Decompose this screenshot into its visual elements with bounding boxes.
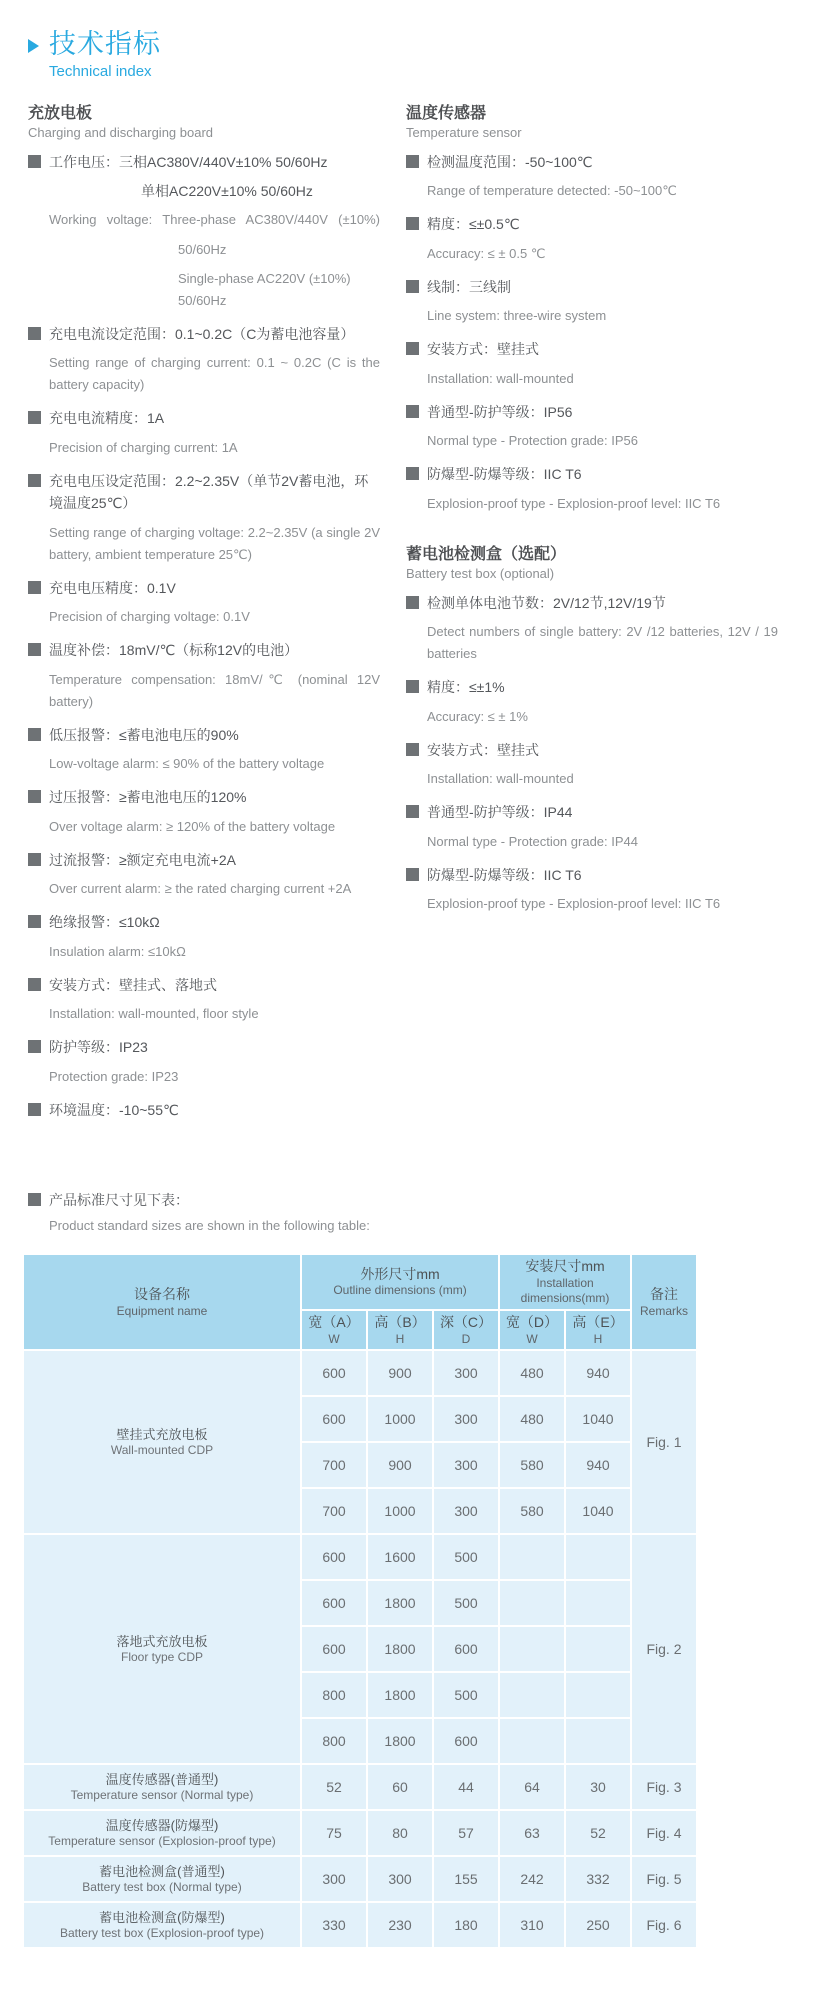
- dim-cell: 700: [301, 1488, 367, 1534]
- remark-cell: Fig. 3: [631, 1764, 697, 1810]
- spec-text-en: Accuracy: ≤ ± 1%: [427, 708, 528, 724]
- dim-cell: 300: [433, 1442, 499, 1488]
- dim-cell: 1800: [367, 1672, 433, 1718]
- spec-item: [406, 592, 778, 666]
- spec-item: [28, 849, 380, 900]
- section-subtitle: Charging and discharging board: [28, 124, 214, 140]
- dim-cell: 300: [433, 1350, 499, 1396]
- dim-cell: [565, 1534, 631, 1580]
- dim-cell: 52: [565, 1810, 631, 1856]
- spec-text-en: Line system: three-wire system: [427, 308, 607, 324]
- spec-item: [28, 407, 380, 458]
- table-row: [23, 1902, 697, 1948]
- spec-item: [28, 639, 380, 713]
- spec-text-zh: 普通型-防护等级：IP44: [427, 804, 573, 821]
- dim-cell: 300: [433, 1396, 499, 1442]
- dim-cell: 1000: [367, 1488, 433, 1534]
- dim-cell: 230: [367, 1902, 433, 1948]
- dim-cell: 1600: [367, 1534, 433, 1580]
- dim-cell: 250: [565, 1902, 631, 1948]
- dim-cell: [499, 1626, 565, 1672]
- spec-text-en: Installation: wall-mounted: [427, 370, 574, 386]
- spec-text-en: Temperature compensation: 18mV/℃ (nominal 12V battery): [49, 671, 380, 709]
- spec-text-zh: 防爆型-防爆等级：IIC T6: [427, 466, 582, 483]
- spec-text-zh: 检测单体电池节数：2V/12节,12V/19节: [427, 594, 666, 611]
- spec-text-zh: 安装方式：壁挂式: [427, 741, 539, 758]
- dim-cell: 500: [433, 1580, 499, 1626]
- spec-item: [28, 974, 380, 1025]
- spec-item: [406, 276, 778, 327]
- dim-cell: 580: [499, 1442, 565, 1488]
- spec-text-en: Explosion-proof type - Explosion-proof level: IIC T6: [427, 495, 721, 511]
- dim-cell: 800: [301, 1672, 367, 1718]
- dim-cell: 52: [301, 1764, 367, 1810]
- table-row: [23, 1764, 697, 1810]
- header-depth-c: 深（C） D: [433, 1310, 499, 1350]
- table-note-zh: 产品标准尺寸见下表：: [49, 1192, 189, 1209]
- spec-text-zh: 环境温度：-10~55℃: [49, 1101, 179, 1118]
- spec-item: [28, 724, 380, 775]
- dim-cell: 580: [499, 1488, 565, 1534]
- spec-text-en: Working voltage: Three-phase AC380V/440V (±10%): [49, 212, 380, 228]
- table-row: [23, 1350, 697, 1396]
- equipment-name-cell: 落地式充放电板 Floor type CDP: [23, 1534, 301, 1764]
- bullet-square-icon: [28, 155, 41, 168]
- spec-text-en: Detect numbers of single battery: 2V /12 batteries, 12V / 19 batteries: [427, 623, 778, 662]
- size-table: [22, 1253, 698, 1950]
- dim-cell: 1040: [565, 1488, 631, 1534]
- table-row: [23, 1810, 697, 1856]
- bullet-square-icon: [28, 581, 41, 594]
- dim-cell: 600: [301, 1534, 367, 1580]
- table-note-en: Product standard sizes are shown in the following table:: [49, 1217, 370, 1233]
- bullet-square-icon: [406, 155, 419, 168]
- dim-cell: 332: [565, 1856, 631, 1902]
- dim-cell: 64: [499, 1764, 565, 1810]
- bullet-square-icon: [28, 1193, 41, 1206]
- spec-text-zh: 低压报警：≤蓄电池电压的90%: [49, 726, 239, 743]
- dim-cell: 1800: [367, 1718, 433, 1764]
- dim-cell: 242: [499, 1856, 565, 1902]
- spec-text-zh2: 单相AC220V±10% 50/60Hz: [141, 183, 313, 200]
- equipment-name-cell: 温度传感器(防爆型) Temperature sensor (Explosion-proof type): [23, 1810, 301, 1856]
- header-equipment-zh: 设备名称: [134, 1285, 190, 1302]
- spec-text-zh: 精度：≤±0.5℃: [427, 216, 520, 233]
- spec-text-zh: 过流报警：≥额定充电电流+2A: [49, 851, 236, 868]
- dim-cell: 940: [565, 1350, 631, 1396]
- page-subtitle: Technical index: [49, 62, 152, 80]
- header-remarks: [631, 1254, 697, 1351]
- dim-cell: 1000: [367, 1396, 433, 1442]
- header-outline-dimensions: [301, 1254, 499, 1310]
- bullet-square-icon: [406, 743, 419, 756]
- bullet-square-icon: [406, 868, 419, 881]
- dim-cell: 30: [565, 1764, 631, 1810]
- spec-text-en: Normal type - Protection grade: IP56: [427, 433, 638, 449]
- spec-text-zh: 安装方式：壁挂式、落地式: [49, 976, 217, 993]
- dim-cell: [565, 1672, 631, 1718]
- dim-cell: 300: [301, 1856, 367, 1902]
- spec-text-en: Low-voltage alarm: ≤ 90% of the battery voltage: [49, 756, 325, 772]
- spec-item: [28, 1099, 380, 1121]
- dim-cell: [565, 1718, 631, 1764]
- spec-item: [406, 401, 778, 452]
- bullet-square-icon: [406, 596, 419, 609]
- dim-cell: 800: [301, 1718, 367, 1764]
- spec-item: [406, 676, 778, 727]
- dim-cell: 1040: [565, 1396, 631, 1442]
- dim-cell: 900: [367, 1350, 433, 1396]
- dim-cell: 480: [499, 1350, 565, 1396]
- header-width-a: 宽（A） W: [301, 1310, 367, 1350]
- equipment-name-cell: 蓄电池检测盒(普通型) Battery test box (Normal type): [23, 1856, 301, 1902]
- section-subtitle: Battery test box (optional): [406, 565, 555, 581]
- dim-cell: 300: [433, 1488, 499, 1534]
- remark-cell: Fig. 4: [631, 1810, 697, 1856]
- spec-item: [28, 786, 380, 837]
- spec-item: [406, 801, 778, 852]
- bullet-square-icon: [28, 411, 41, 424]
- spec-item: [406, 213, 778, 264]
- header-install-en: Installation dimensions(mm): [520, 1275, 610, 1306]
- header-installation-dimensions: [499, 1254, 631, 1310]
- bullet-square-icon: [406, 805, 419, 818]
- spec-text-en: 50/60Hz: [178, 241, 227, 257]
- header-equipment-en: Equipment name: [116, 1303, 208, 1318]
- header-install-zh: 安装尺寸mm: [525, 1257, 605, 1274]
- column-sensors: [406, 104, 778, 1126]
- section-title: 充放电板: [28, 104, 93, 122]
- dim-cell: 180: [433, 1902, 499, 1948]
- bullet-square-icon: [406, 680, 419, 693]
- header-height-b: 高（B） H: [367, 1310, 433, 1350]
- section-title: 温度传感器: [406, 104, 487, 122]
- dim-cell: [499, 1672, 565, 1718]
- dim-cell: [565, 1626, 631, 1672]
- spec-text-zh: 充电电流精度：1A: [49, 410, 165, 427]
- spec-text-zh: 检测温度范围：-50~100℃: [427, 153, 593, 170]
- spec-text-en: Protection grade: IP23: [49, 1068, 179, 1084]
- dim-cell: [499, 1718, 565, 1764]
- header-remarks-en: Remarks: [639, 1303, 688, 1318]
- spec-text-zh: 安装方式：壁挂式: [427, 341, 539, 358]
- dim-cell: 80: [367, 1810, 433, 1856]
- spec-item: [28, 577, 380, 628]
- bullet-square-icon: [406, 405, 419, 418]
- header-height-e: 高（E） H: [565, 1310, 631, 1350]
- remark-cell: Fig. 1: [631, 1350, 697, 1534]
- spec-item: [28, 323, 380, 397]
- spec-text-zh: 工作电压：三相AC380V/440V±10% 50/60Hz: [49, 153, 328, 170]
- bullet-square-icon: [406, 342, 419, 355]
- spec-item: [406, 151, 778, 202]
- spec-text-en: Range of temperature detected: -50~100℃: [427, 183, 677, 199]
- page-title: 技术指标: [49, 29, 161, 59]
- spec-text-en: Explosion-proof type - Explosion-proof level: IIC T6: [427, 896, 721, 912]
- dim-cell: 900: [367, 1442, 433, 1488]
- bullet-square-icon: [28, 978, 41, 991]
- spec-columns: [28, 104, 800, 1126]
- dim-cell: 600: [301, 1626, 367, 1672]
- spec-text-en: Normal type - Protection grade: IP44: [427, 833, 638, 849]
- table-row: [23, 1534, 697, 1580]
- remark-cell: Fig. 5: [631, 1856, 697, 1902]
- dim-cell: 500: [433, 1672, 499, 1718]
- section-subtitle: Temperature sensor: [406, 124, 522, 140]
- equipment-name-cell: 温度传感器(普通型) Temperature sensor (Normal type): [23, 1764, 301, 1810]
- dim-cell: 330: [301, 1902, 367, 1948]
- bullet-square-icon: [28, 728, 41, 741]
- dim-cell: 600: [301, 1350, 367, 1396]
- spec-text-en: Over voltage alarm: ≥ 120% of the battery voltage: [49, 818, 336, 834]
- bullet-square-icon: [28, 643, 41, 656]
- dim-cell: [565, 1580, 631, 1626]
- spec-text-zh: 防爆型-防爆等级：IIC T6: [427, 866, 582, 883]
- spec-text-zh: 普通型-防护等级：IP56: [427, 403, 573, 420]
- dim-cell: [499, 1580, 565, 1626]
- dim-cell: [499, 1534, 565, 1580]
- header-remarks-zh: 备注: [650, 1285, 678, 1302]
- table-row: [23, 1856, 697, 1902]
- bullet-square-icon: [28, 474, 41, 487]
- dim-cell: 1800: [367, 1580, 433, 1626]
- spec-item: [406, 338, 778, 389]
- dim-cell: 155: [433, 1856, 499, 1902]
- page-header: [28, 30, 800, 60]
- spec-item: [28, 1036, 380, 1087]
- spec-text-zh: 充电电流设定范围：0.1~0.2C（C为蓄电池容量）: [49, 325, 355, 342]
- spec-text-zh: 精度：≤±1%: [427, 679, 505, 696]
- spec-text-en: Single-phase AC220V (±10%) 50/60Hz: [178, 270, 351, 308]
- dim-cell: 600: [301, 1580, 367, 1626]
- equipment-name-cell: 蓄电池检测盒(防爆型) Battery test box (Explosion-proof type): [23, 1902, 301, 1948]
- remark-cell: Fig. 2: [631, 1534, 697, 1764]
- spec-text-zh: 防护等级：IP23: [49, 1039, 148, 1056]
- table-note: [28, 1189, 800, 1236]
- spec-text-en: Precision of charging current: 1A: [49, 439, 238, 455]
- column-charging-board: [28, 104, 380, 1126]
- bullet-square-icon: [28, 1040, 41, 1053]
- dim-cell: 44: [433, 1764, 499, 1810]
- spec-item: [406, 864, 778, 915]
- dim-cell: 1800: [367, 1626, 433, 1672]
- header-width-d: 宽（D） W: [499, 1310, 565, 1350]
- spec-item: [28, 911, 380, 962]
- dim-cell: 300: [367, 1856, 433, 1902]
- spec-text-en: Setting range of charging voltage: 2.2~2.35V (a single 2V battery, ambient temperature 25℃): [49, 524, 380, 562]
- dim-cell: 310: [499, 1902, 565, 1948]
- spec-text-zh: 充电电压精度：0.1V: [49, 579, 176, 596]
- spec-text-en: Installation: wall-mounted: [427, 771, 574, 787]
- dim-cell: 600: [301, 1396, 367, 1442]
- spec-text-en: Installation: wall-mounted, floor style: [49, 1006, 259, 1022]
- remark-cell: Fig. 6: [631, 1902, 697, 1948]
- spec-text-zh: 线制：三线制: [427, 278, 511, 295]
- section-marker-icon: [28, 39, 39, 53]
- spec-text-zh: 温度补偿：18mV/℃（标称12V的电池）: [49, 642, 299, 659]
- spec-text-en: Accuracy: ≤ ± 0.5 ℃: [427, 245, 546, 261]
- bullet-square-icon: [406, 280, 419, 293]
- dim-cell: 600: [433, 1626, 499, 1672]
- header-outline-en: Outline dimensions (mm): [333, 1283, 467, 1298]
- spec-item: [406, 463, 778, 514]
- dim-cell: 60: [367, 1764, 433, 1810]
- bullet-square-icon: [406, 217, 419, 230]
- dim-cell: 63: [499, 1810, 565, 1856]
- bullet-square-icon: [28, 1103, 41, 1116]
- dim-cell: 700: [301, 1442, 367, 1488]
- spec-text-zh: 过压报警：≥蓄电池电压的120%: [49, 789, 247, 806]
- bullet-square-icon: [28, 327, 41, 340]
- dim-cell: 75: [301, 1810, 367, 1856]
- spec-item: [28, 470, 380, 566]
- spec-text-zh: 绝缘报警：≤10kΩ: [49, 914, 160, 931]
- section-title: 蓄电池检测盒（选配）: [406, 545, 567, 563]
- dim-cell: 600: [433, 1718, 499, 1764]
- dim-cell: 480: [499, 1396, 565, 1442]
- bullet-square-icon: [28, 853, 41, 866]
- bullet-square-icon: [28, 915, 41, 928]
- spec-item: [406, 739, 778, 790]
- dim-cell: 940: [565, 1442, 631, 1488]
- spec-text-en: Over current alarm: ≥ the rated charging current +2A: [49, 881, 352, 897]
- spec-text-en: Setting range of charging current: 0.1 ~ 0.2C (C is the battery capacity): [49, 355, 380, 393]
- equipment-name-cell: 壁挂式充放电板 Wall-mounted CDP: [23, 1350, 301, 1534]
- spec-item: [28, 151, 380, 312]
- bullet-square-icon: [406, 467, 419, 480]
- spec-text-en: Precision of charging voltage: 0.1V: [49, 609, 250, 625]
- header-equipment-name: [23, 1254, 301, 1351]
- bullet-square-icon: [28, 790, 41, 803]
- dim-cell: 500: [433, 1534, 499, 1580]
- dim-cell: 57: [433, 1810, 499, 1856]
- spec-text-en: Insulation alarm: ≤10kΩ: [49, 943, 186, 959]
- header-outline-zh: 外形尺寸mm: [360, 1265, 440, 1282]
- spec-text-zh: 充电电压设定范围：2.2~2.35V（单节2V蓄电池，环境温度25℃）: [49, 472, 369, 512]
